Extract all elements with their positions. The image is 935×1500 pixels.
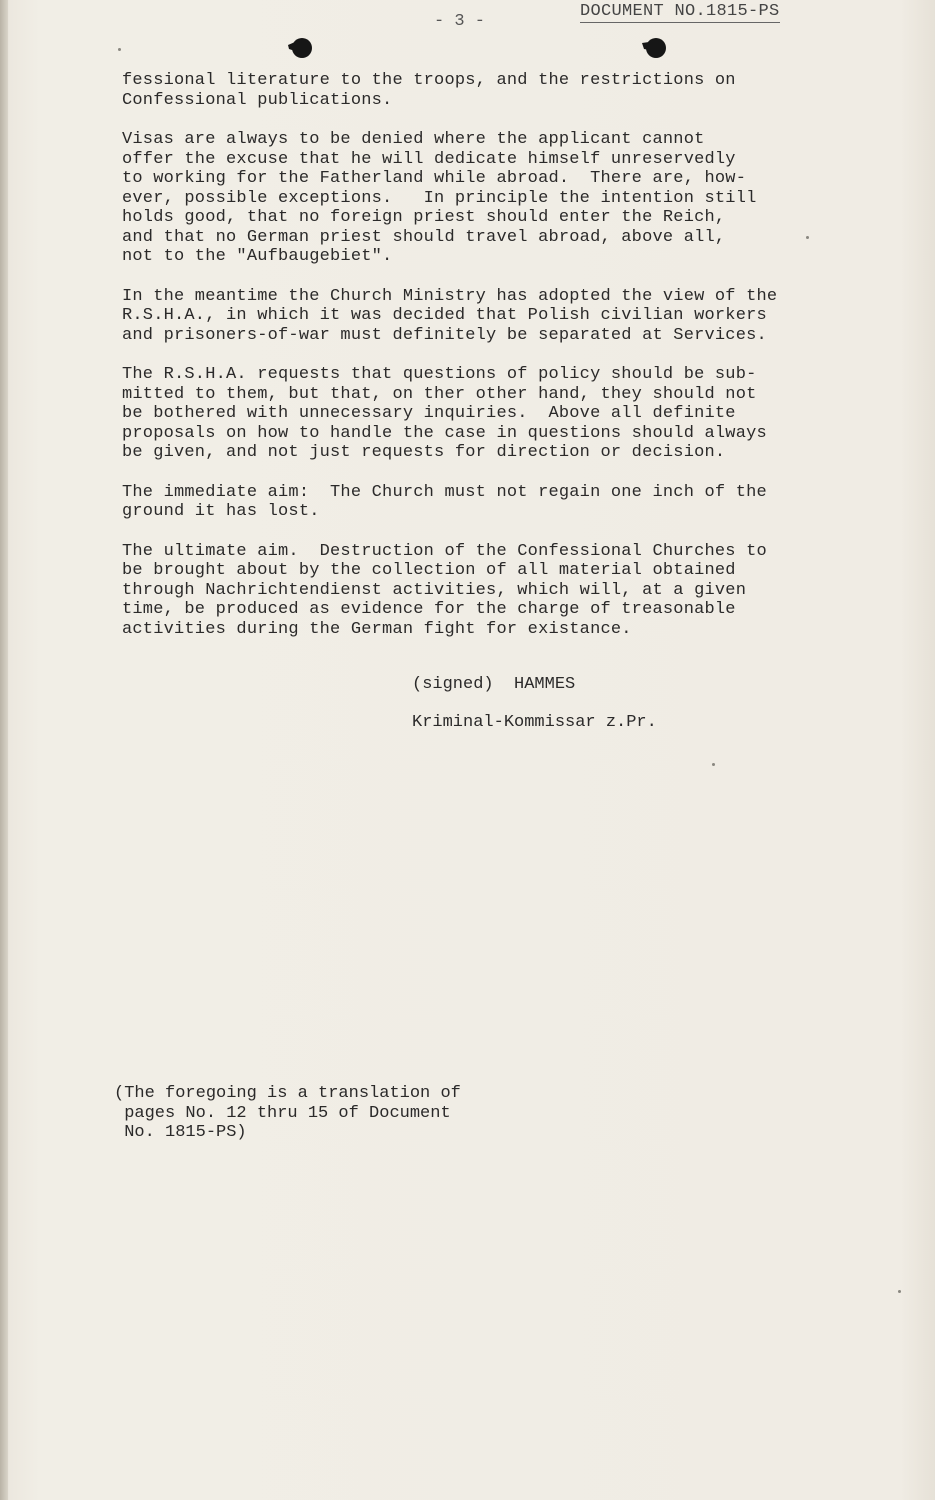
text-line: ground it has lost. <box>122 502 320 521</box>
text-line: pages No. 12 thru 15 of Document <box>114 1103 451 1123</box>
text-line: Visas are always to be denied where the applicant cannot <box>122 130 705 149</box>
text-line: No. 1815-PS) <box>114 1123 247 1142</box>
text-line: ever, possible exceptions. In principle the intention still <box>122 188 757 208</box>
text-line: to working for the Fatherland while abroad. There are, how- <box>122 169 747 188</box>
paragraph-4 <box>122 365 882 463</box>
binding-edge <box>0 0 8 1500</box>
text-line: through Nachrichtendienst activities, which will, at a given <box>122 580 747 600</box>
text-line: and prisoners-of-war must definitely be separated at Services. <box>122 325 767 345</box>
text-line: R.S.H.A., in which it was decided that Polish civilian workers <box>122 306 767 325</box>
text-line: The R.S.H.A. requests that questions of policy should be sub- <box>122 365 757 384</box>
text-line: and that no German priest should travel abroad, above all, <box>122 227 726 247</box>
paper-speck <box>806 236 809 239</box>
paragraph-6 <box>122 542 882 640</box>
paragraph-1 <box>122 71 882 110</box>
text-line: time, be produced as evidence for the charge of treasonable <box>122 600 736 619</box>
signature-line: (signed) HAMMES <box>412 675 576 694</box>
text-line: be brought about by the collection of all material obtained <box>122 561 736 580</box>
text-line: fessional literature to the troops, and the restrictions on <box>122 71 736 90</box>
paragraph-3 <box>122 287 882 346</box>
document-reference: DOCUMENT NO.1815-PS <box>580 2 780 21</box>
punch-hole-right-icon <box>641 36 667 60</box>
signatory-title: Kriminal-Kommissar z.Pr. <box>412 713 657 732</box>
text-line: mitted to them, but that, on ther other hand, they should not <box>122 384 757 404</box>
text-line: (The foregoing is a translation of <box>114 1084 461 1103</box>
text-line: offer the excuse that he will dedicate himself unreservedly <box>122 149 736 169</box>
text-line: The immediate aim: The Church must not regain one inch of the <box>122 482 767 502</box>
text-line: activities during the German fight for existance. <box>122 619 632 639</box>
page-number: - 3 - <box>434 12 486 31</box>
paper-speck <box>712 763 715 766</box>
text-line: holds good, that no foreign priest should enter the Reich, <box>122 208 726 227</box>
text-line: Confessional publications. <box>122 90 393 110</box>
body-text <box>122 71 882 659</box>
paper-speck <box>118 48 121 51</box>
paper-speck <box>898 1290 901 1293</box>
text-line: not to the "Aufbaugebiet". <box>122 247 393 266</box>
text-line: proposals on how to handle the case in questions should always <box>122 423 767 443</box>
text-line: be bothered with unnecessary inquiries. Above all definite <box>122 404 736 423</box>
paragraph-2 <box>122 130 882 267</box>
punch-hole-left-icon <box>287 36 313 60</box>
text-line: be given, and not just requests for direction or decision. <box>122 443 726 462</box>
text-line: The ultimate aim. Destruction of the Confessional Churches to <box>122 541 767 561</box>
paragraph-5 <box>122 483 882 522</box>
translation-note <box>114 1084 461 1143</box>
text-line: In the meantime the Church Ministry has adopted the view of the <box>122 286 778 306</box>
